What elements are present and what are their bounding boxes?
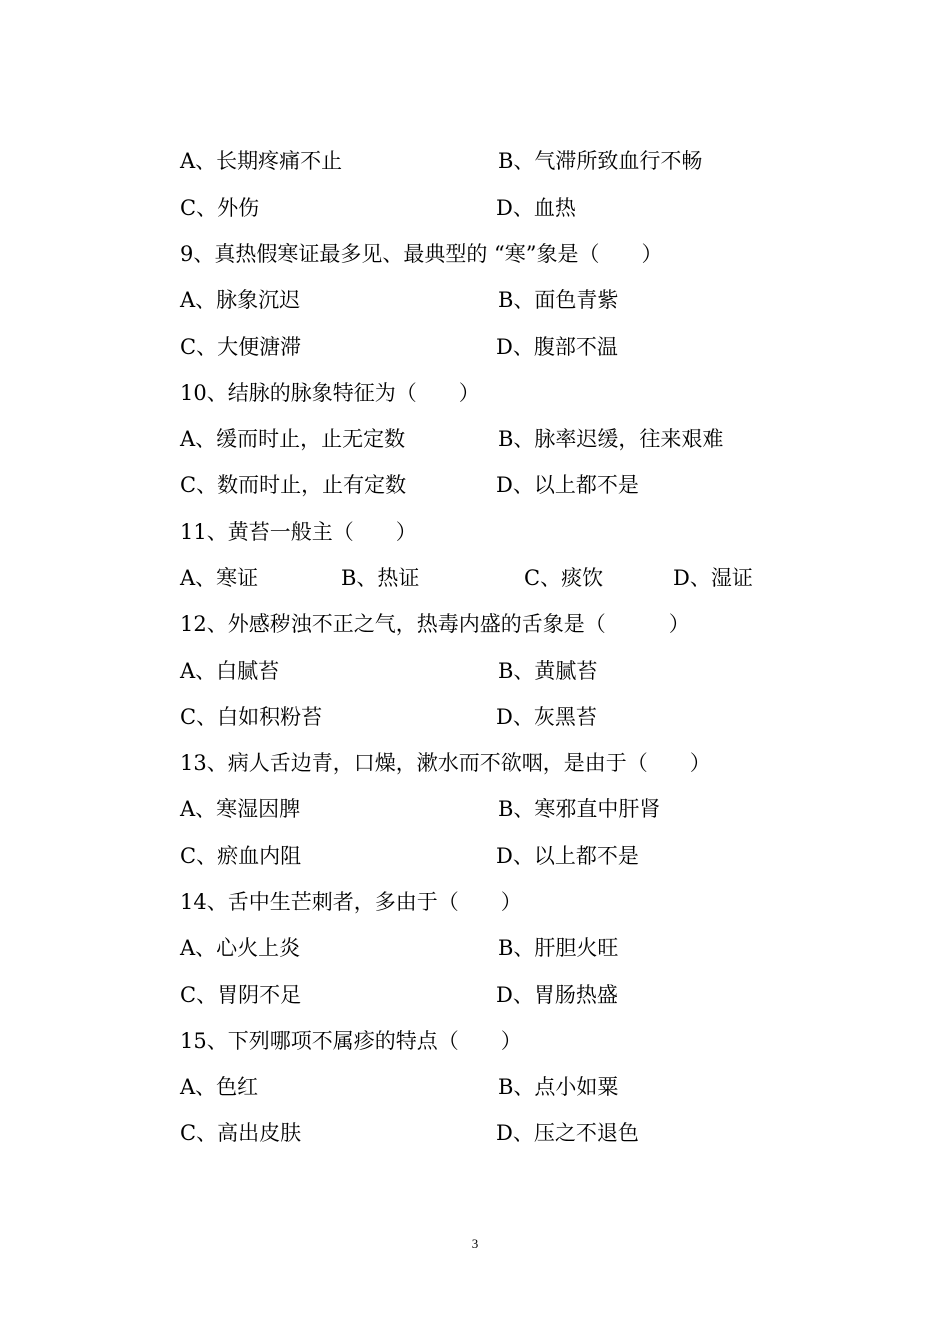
- q14-option-a: A、心火上炎: [180, 936, 301, 960]
- q14-option-b: B、肝胆火旺: [498, 936, 619, 960]
- q13-option-a: A、寒湿因脾: [180, 797, 301, 821]
- q11-option-b: B、热证: [341, 566, 420, 590]
- q8-option-c: C、外伤: [180, 196, 260, 220]
- q9-option-d: D、腹部不温: [496, 335, 618, 359]
- q10-option-a: A、缓而时止，止无定数: [180, 427, 406, 451]
- q12-option-d: D、灰黑苔: [496, 705, 597, 729]
- q13-option-c: C、瘀血内阻: [180, 844, 302, 868]
- q10-option-d: D、以上都不是: [496, 473, 639, 497]
- q12-option-b: B、黄腻苔: [498, 659, 598, 683]
- q15-stem: 15、下列哪项不属疹的特点（ ）: [180, 1029, 522, 1053]
- q11-option-a: A、寒证: [180, 566, 259, 590]
- q8-option-d: D、血热: [496, 196, 576, 220]
- q14-option-c: C、胃阴不足: [180, 983, 302, 1007]
- q11-option-c: C、痰饮: [524, 566, 604, 590]
- q15-option-c: C、高出皮肤: [180, 1121, 302, 1145]
- q9-option-c: C、大便溏滞: [180, 335, 302, 359]
- q10-option-b: B、脉率迟缓，往来艰难: [498, 427, 724, 451]
- q10-option-c: C、数而时止，止有定数: [180, 473, 407, 497]
- q9-stem: 9、真热假寒证最多见、最典型的 “寒”象是（ ）: [180, 242, 663, 266]
- q12-stem: 12、外感秽浊不正之气，热毒内盛的舌象是（ ）: [180, 612, 690, 636]
- q14-stem: 14、舌中生芒刺者，多由于（ ）: [180, 890, 522, 914]
- q13-option-b: B、寒邪直中肝肾: [498, 797, 661, 821]
- q15-option-a: A、色红: [180, 1075, 259, 1099]
- q13-stem: 13、病人舌边青，口燥，漱水而不欲咽，是由于（ ）: [180, 751, 711, 775]
- q8-option-a: A、长期疼痛不止: [180, 149, 343, 173]
- q9-option-b: B、面色青紫: [498, 288, 619, 312]
- q8-option-b: B、气滞所致血行不畅: [498, 149, 703, 173]
- q15-option-d: D、压之不退色: [496, 1121, 639, 1145]
- q9-option-a: A、脉象沉迟: [180, 288, 301, 312]
- q14-option-d: D、胃肠热盛: [496, 983, 618, 1007]
- page-number: 3: [471, 1236, 479, 1251]
- q15-option-b: B、点小如粟: [498, 1075, 619, 1099]
- q10-stem: 10、结脉的脉象特征为（ ）: [180, 381, 480, 405]
- q12-option-a: A、白腻苔: [180, 659, 280, 683]
- q12-option-c: C、白如积粉苔: [180, 705, 323, 729]
- q11-stem: 11、黄苔一般主（ ）: [180, 520, 417, 544]
- q13-option-d: D、以上都不是: [496, 844, 639, 868]
- q11-option-d: D、湿证: [673, 566, 753, 590]
